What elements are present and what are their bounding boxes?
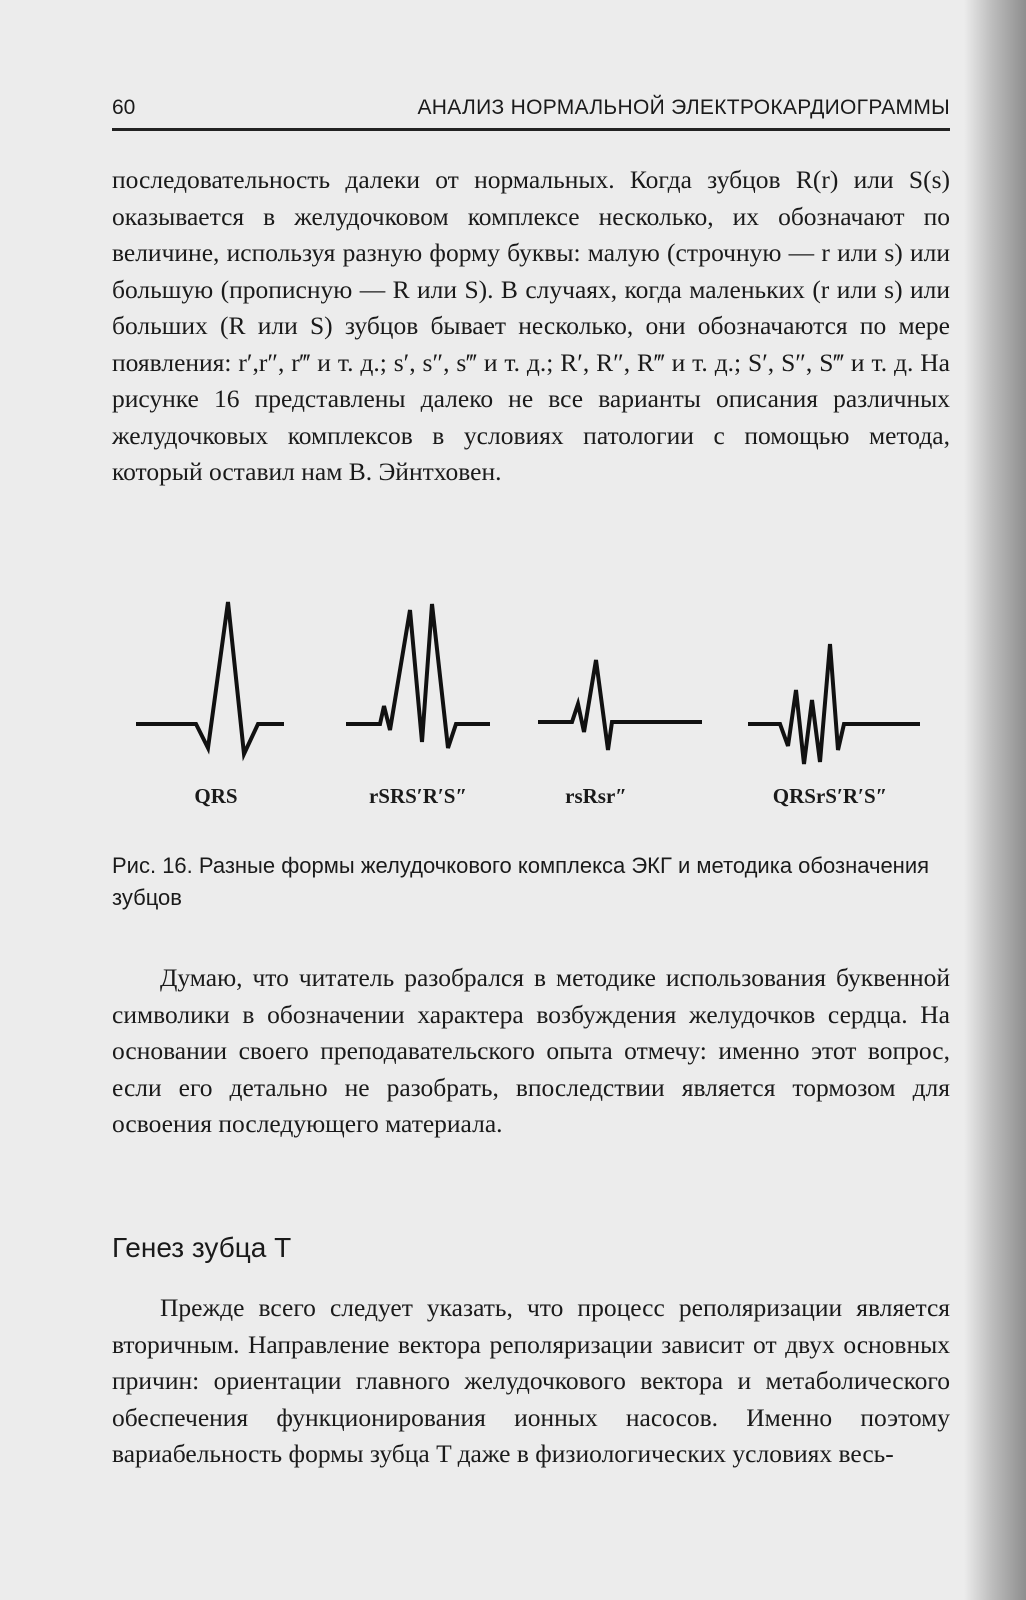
section-heading: Генез зубца T [112,1232,292,1263]
page-number: 60 [112,96,136,119]
page-spine-shadow [964,0,1026,1600]
complex-label: QRSrS′R′S″ [772,784,888,808]
complex-label: rsRsr″ [565,784,627,808]
ecg-complex-qrs [136,602,284,754]
figure-caption: Рис. 16. Разные формы желудочкового комплекса ЭКГ и методика обозначения зубцов [112,853,930,910]
complex-label: rSRS′R′S″ [368,784,468,808]
ecg-complex-rsrsr [538,660,702,750]
paragraph-t-wave: Прежде всего следует указать, что процесс реполяризации является вторичным. Направление вектора реполяризации зависит от двух основных причин: ориентации главного желудочкового вектора и метаболического обеспечения функционирования ионных насосов. Именно поэтому вариабельность формы зубца T даже в физиологических условиях весь- [112,1293,950,1468]
ecg-waveforms [112,600,950,780]
complex-label: QRS [194,784,238,808]
paragraph-intro: последовательность далеки от нормальных. Когда зубцов R(r) или S(s) оказывается в желудочковом комплексе несколько, их обозначают по величине, используя разную форму буквы: малую (строчную — r или s) или большую (прописную — R или S). В случаях, когда маленьких (r или s) или больших (R или S) зубцов бывает несколько, они обозначаются по мере появления: r′,r″, r‴ и т. д.; s′, s″, s‴ и т. д.; R′, R″, R‴ и т. д.; S′, S″, S‴ и т. д. На рисунке 16 представлены далеко не все варианты описания различных желудочковых комплексов в условиях патологии с помощью метода, который оставил нам В. Эйнтховен. [112,165,950,486]
ecg-complex-qrsrsrs [748,644,920,764]
ecg-complex-rsrsrs [346,604,490,748]
paragraph-reader: Думаю, что читатель разобрался в методике использования буквенной символики в обозначении характера возбуждения желудочков сердца. На основании своего преподавательского опыта отмечу: именно этот вопрос, если его детально не разобрать, впоследствии является тормозом для освоения последующего материала. [112,963,950,1138]
running-title: АНАЛИЗ НОРМАЛЬНОЙ ЭЛЕКТРОКАРДИОГРАММЫ [417,96,950,119]
page-header [112,94,950,131]
figure-qrs-complexes [112,600,950,820]
